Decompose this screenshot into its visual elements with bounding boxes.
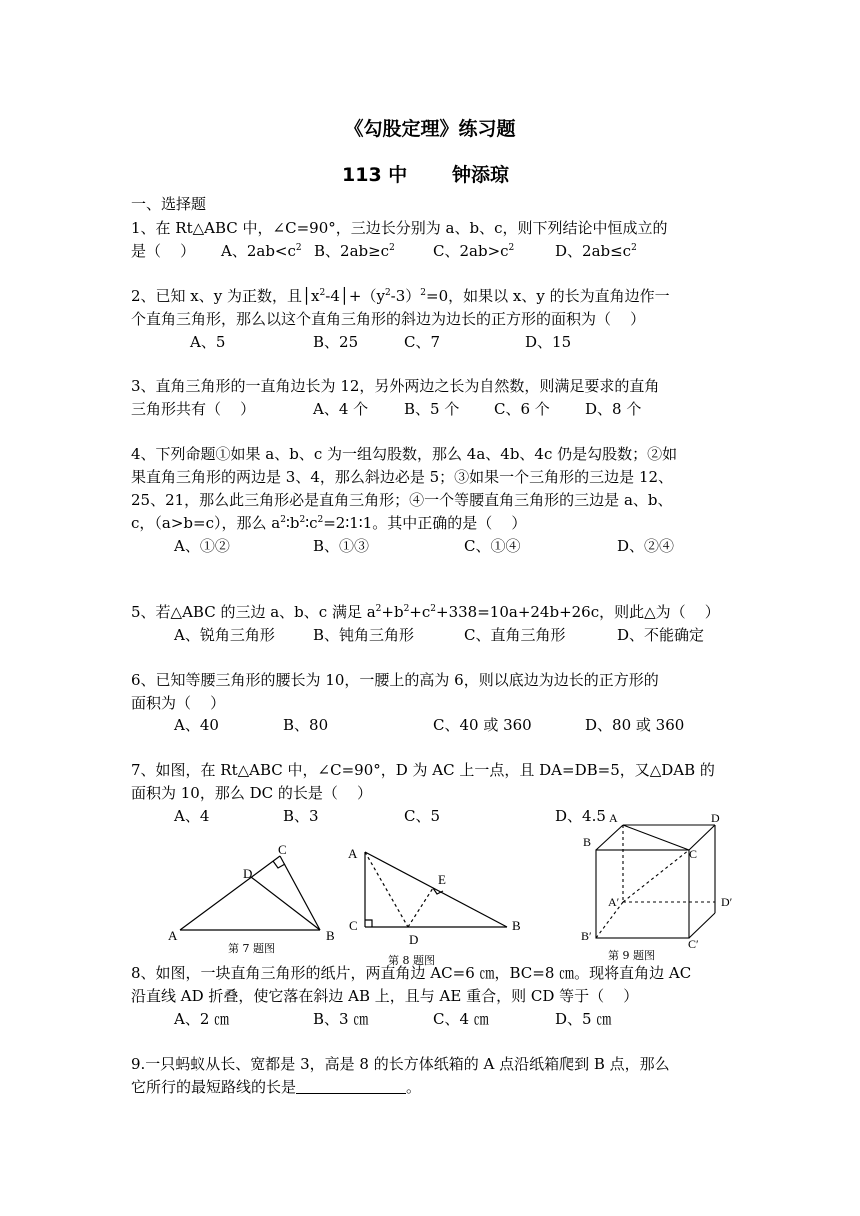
fig7-caption: 第 7 题图 [228, 942, 275, 955]
section-heading: 一、选择题 [131, 195, 207, 213]
q8-option-d: D、5 ㎝ [555, 1010, 612, 1028]
fig8-label-e: E [438, 872, 446, 887]
figure-9 [580, 812, 750, 952]
fig8-label-c: C [349, 918, 358, 933]
q7-option-c: C、5 [404, 807, 441, 825]
q4-option-c: C、①④ [464, 537, 521, 555]
q3-option-c: C、6 个 [494, 400, 550, 418]
fig8-caption: 第 8 题图 [388, 954, 435, 967]
q7-line1: 7、如图，在 Rt△ABC 中，∠C=90°，D 为 AC 上一点，且 DA=DB=5，又△DAB 的 [131, 761, 715, 779]
q6-line2: 面积为（ ） [131, 694, 226, 712]
q4-option-b: B、①③ [313, 537, 370, 555]
fig9-label-c-prime: C′ [688, 937, 699, 951]
q1-option-d: D、$2ab\le c^2$ [555, 242, 637, 260]
fig9-label-b: B [583, 835, 592, 849]
q7-line2: 面积为 10，那么 DC 的长是（ ） [131, 784, 372, 802]
q2-line2: 个直角三角形，那么以这个直角三角形的斜边为边长的正方形的面积为（ ） [131, 310, 646, 328]
q8-line2: 沿直线 AD 折叠，使它落在斜边 AB 上，且与 AE 重合，则 CD 等于（ ） [131, 987, 639, 1005]
fig9-label-a-prime: A′ [608, 895, 620, 909]
fig7-label-c: C [278, 842, 287, 857]
q4-line1: 4、下列命题①如果 a、b、c 为一组勾股数，那么 4a、4b、4c 仍是勾股数；②如 [131, 445, 678, 463]
q7-option-b: B、3 [283, 807, 319, 825]
q7-option-d: D、4.5 [555, 807, 606, 825]
q2-option-b: B、25 [313, 333, 359, 351]
q6-line1: 6、已知等腰三角形的腰长为 10，一腰上的高为 6，则以底边为边长的正方形的 [131, 671, 659, 689]
figure-8 [342, 840, 532, 950]
q2-line1: 2、已知 x、y 为正数，且$│x^2-4│+(y^2-3)^2=0$，如果以 x、y 的长为直角边作一 [131, 287, 670, 305]
q8-line1: 8、如图，一块直角三角形的纸片，两直角边 AC=6 ㎝，BC=8 ㎝。现将直角边 AC [131, 964, 692, 982]
q4-line2: 果直角三角形的两边是 3、4，那么斜边必是 5；③如果一个三角形的三边是 12、 [131, 468, 674, 486]
q2-option-d: D、15 [525, 333, 572, 351]
q1-line2: 是（ ） [131, 242, 196, 260]
q6-option-b: B、80 [283, 716, 329, 734]
q5-line1: 5、若△ABC 的三边 a、b、c 满足 $a^2+b^2+c^2+338=10a+24b+26c$，则此△为（ ） [131, 603, 720, 621]
q4-line4: c，（a>b=c），那么 $a^2∶b^2∶c^2=2∶1∶1$。其中正确的是（ ） [131, 514, 527, 532]
fig8-right-angle-c [365, 920, 372, 927]
q5-option-d: D、不能确定 [617, 626, 705, 644]
q4-option-a: A、①② [174, 537, 230, 555]
q1-option-a: A、$2ab<c^2$ [221, 242, 302, 260]
q4-option-d: D、②④ [617, 537, 675, 555]
fig9-edge-bottom-right [689, 913, 715, 938]
fig9-diagonal-top [623, 825, 689, 850]
q6-option-d: D、80 或 360 [585, 716, 685, 734]
fig8-label-a: A [348, 846, 358, 861]
fig9-label-a: A [609, 812, 618, 825]
fig9-caption: 第 9 题图 [608, 949, 655, 962]
q4-line3: 25、21，那么此三角形必是直角三角形；④一个等腰直角三角形的三边是 a、b、 [131, 491, 673, 509]
q9-answer-blank[interactable] [296, 1078, 406, 1094]
fig9-label-b-prime: B′ [581, 929, 592, 943]
q8-option-c: C、4 ㎝ [433, 1010, 489, 1028]
q3-option-d: D、8 个 [585, 400, 642, 418]
fig7-label-d: D [243, 866, 253, 881]
fig8-label-b: B [512, 918, 521, 933]
fig8-segment-de [408, 888, 433, 927]
q5-option-c: C、直角三角形 [464, 626, 566, 644]
q2-option-c: C、7 [404, 333, 441, 351]
page-title: 《勾股定理》练习题 [344, 118, 516, 140]
q3-option-b: B、5 个 [404, 400, 460, 418]
fig9-edge-top-left [596, 825, 623, 850]
fig9-front-face [596, 850, 689, 938]
fig9-label-d-prime: D′ [721, 895, 733, 909]
q3-option-a: A、4 个 [313, 400, 369, 418]
fig9-label-c: C [689, 847, 698, 861]
q5-option-b: B、钝角三角形 [313, 626, 415, 644]
q6-option-c: C、40 或 360 [433, 716, 532, 734]
figure-7 [160, 840, 350, 950]
author: 钟添琼 [452, 164, 510, 186]
fig7-side-cb [280, 856, 320, 930]
fig8-label-d: D [409, 932, 419, 947]
q5-option-a: A、锐角三角形 [174, 626, 275, 644]
q1-option-c: C、$2ab>c^2$ [433, 242, 515, 260]
fig7-label-b: B [326, 928, 335, 943]
q2-option-a: A、5 [190, 333, 226, 351]
q7-option-a: A、4 [174, 807, 210, 825]
subtitle [0, 160, 860, 186]
school: 113 中 [342, 164, 408, 186]
fig9-hidden-diagonal [623, 850, 689, 902]
q8-option-a: A、2 ㎝ [174, 1010, 230, 1028]
q6-option-a: A、40 [174, 716, 219, 734]
q8-option-b: B、3 ㎝ [313, 1010, 369, 1028]
fig9-label-d: D [711, 812, 720, 825]
q1-option-b: B、$2ab\ge c^2$ [314, 242, 395, 260]
q9-line2: 它所行的最短路线的长是 。 [131, 1078, 422, 1096]
fig7-label-a: A [168, 928, 178, 943]
fig7-segment-db [251, 877, 320, 930]
q9-line1: 9.一只蚂蚁从长、宽都是 3，高是 8 的长方体纸箱的 A 点沿纸箱爬到 B 点，那么 [131, 1055, 670, 1073]
fig7-side-ac [180, 856, 280, 930]
q1-line1: 1、在 Rt△ABC 中，∠C=90°，三边长分别为 a、b、c，则下列结论中恒成立的 [131, 219, 668, 237]
q3-line1: 3、直角三角形的一直角边长为 12，另外两边之长为自然数，则满足要求的直角 [131, 377, 660, 395]
q3-line2: 三角形共有（ ） [131, 400, 256, 418]
